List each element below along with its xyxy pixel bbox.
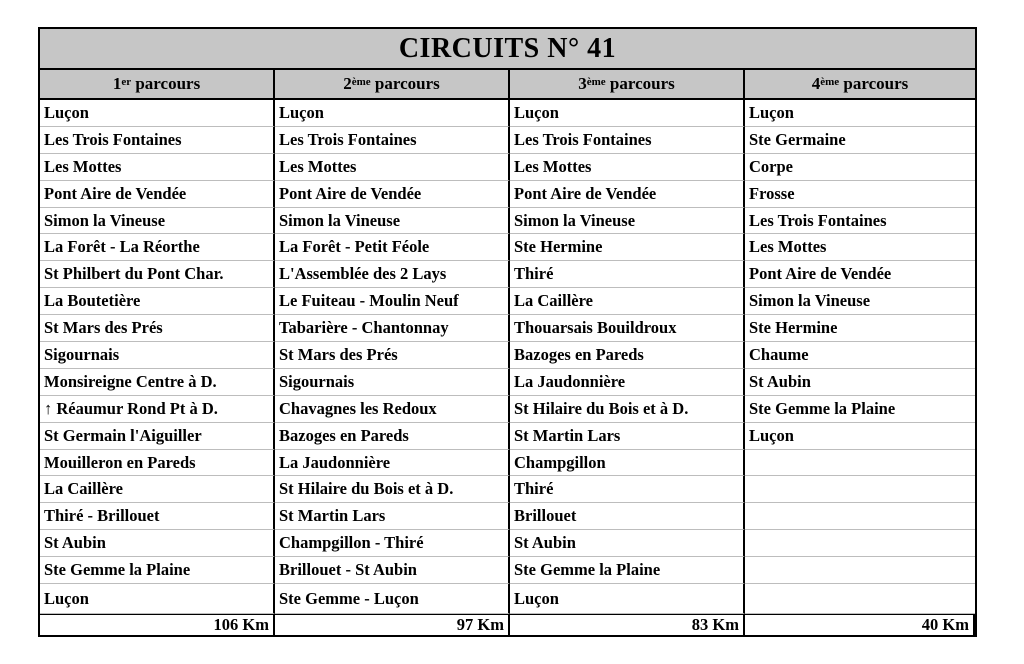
stop-cell: Luçon	[510, 584, 745, 614]
stop-cell: Thiré	[510, 476, 745, 503]
stop-cell: Sigournais	[40, 342, 275, 369]
header-suffix: ème	[351, 76, 371, 88]
stop-cell: Simon la Vineuse	[510, 208, 745, 235]
stop-cell: St Mars des Prés	[40, 315, 275, 342]
distance-total: 83 Km	[510, 614, 745, 635]
header-suffix: ème	[586, 76, 606, 88]
header-number: 3	[578, 74, 587, 93]
stop-cell: Luçon	[275, 100, 510, 127]
stop-cell: Chaume	[745, 342, 975, 369]
stop-cell: Les Mottes	[510, 154, 745, 181]
stop-cell	[745, 530, 975, 557]
stop-cell: Les Mottes	[275, 154, 510, 181]
stop-cell: St Aubin	[745, 369, 975, 396]
circuits-table	[38, 27, 977, 637]
header-label: parcours	[839, 74, 909, 93]
table-title: CIRCUITS N° 41	[40, 29, 975, 70]
stop-cell: Les Trois Fontaines	[40, 127, 275, 154]
stop-cell: La Forêt - La Réorthe	[40, 234, 275, 261]
stop-cell: Le Fuiteau - Moulin Neuf	[275, 288, 510, 315]
stop-cell: Mouilleron en Pareds	[40, 450, 275, 477]
stop-cell: Ste Gemme la Plaine	[745, 396, 975, 423]
stop-cell: Pont Aire de Vendée	[40, 181, 275, 208]
stop-cell: Ste Gemme la Plaine	[40, 557, 275, 584]
stop-cell: Champgillon	[510, 450, 745, 477]
stop-cell: ↑ Réaumur Rond Pt à D.	[40, 396, 275, 423]
stop-cell: Chavagnes les Redoux	[275, 396, 510, 423]
stop-cell: La Jaudonnière	[275, 450, 510, 477]
stop-cell: L'Assemblée des 2 Lays	[275, 261, 510, 288]
distance-total: 97 Km	[275, 614, 510, 635]
stop-cell: Luçon	[510, 100, 745, 127]
stop-cell: Sigournais	[275, 369, 510, 396]
header-suffix: ème	[820, 76, 840, 88]
stop-cell: Les Trois Fontaines	[275, 127, 510, 154]
stop-cell: Bazoges en Pareds	[510, 342, 745, 369]
header-number: 2	[343, 74, 352, 93]
stop-cell: St Hilaire du Bois et à D.	[275, 476, 510, 503]
stop-cell: Tabarière - Chantonnay	[275, 315, 510, 342]
stop-cell	[745, 503, 975, 530]
stop-cell: Brillouet	[510, 503, 745, 530]
header-label: parcours	[605, 74, 675, 93]
stop-cell: Les Mottes	[40, 154, 275, 181]
stop-cell: Pont Aire de Vendée	[510, 181, 745, 208]
stop-cell	[745, 584, 975, 614]
header-number: 1	[112, 74, 122, 93]
header-number: 4	[811, 74, 821, 93]
stop-cell: Frosse	[745, 181, 975, 208]
stop-cell: Luçon	[40, 100, 275, 127]
stop-cell	[745, 557, 975, 584]
stop-cell: Ste Hermine	[745, 315, 975, 342]
stop-cell: Simon la Vineuse	[275, 208, 510, 235]
stop-cell: La Boutetière	[40, 288, 275, 315]
stop-cell: Simon la Vineuse	[745, 288, 975, 315]
header-suffix: er	[121, 76, 132, 88]
stop-cell: St Germain l'Aiguiller	[40, 423, 275, 450]
stop-cell: Ste Germaine	[745, 127, 975, 154]
stop-cell: Ste Hermine	[510, 234, 745, 261]
stop-cell: Ste Gemme la Plaine	[510, 557, 745, 584]
header-label: parcours	[370, 74, 440, 93]
stop-cell: St Philbert du Pont Char.	[40, 261, 275, 288]
stop-cell: St Hilaire du Bois et à D.	[510, 396, 745, 423]
stop-cell: Champgillon - Thiré	[275, 530, 510, 557]
column-header	[745, 70, 975, 100]
stop-cell: La Caillère	[40, 476, 275, 503]
stop-cell: Ste Gemme - Luçon	[275, 584, 510, 614]
stop-cell: St Martin Lars	[510, 423, 745, 450]
stop-cell: Luçon	[745, 100, 975, 127]
stop-cell: Les Mottes	[745, 234, 975, 261]
column-header	[275, 70, 510, 100]
stop-cell: Luçon	[40, 584, 275, 614]
stop-cell: St Aubin	[510, 530, 745, 557]
column-header	[510, 70, 745, 100]
stop-cell: Thouarsais Bouildroux	[510, 315, 745, 342]
stop-cell: La Jaudonnière	[510, 369, 745, 396]
stop-cell: St Martin Lars	[275, 503, 510, 530]
column-header	[40, 70, 275, 100]
stop-cell	[745, 450, 975, 477]
distance-total: 40 Km	[745, 614, 975, 635]
stop-cell: Thiré	[510, 261, 745, 288]
stop-cell: Thiré - Brillouet	[40, 503, 275, 530]
stop-cell: Pont Aire de Vendée	[275, 181, 510, 208]
stop-cell: Pont Aire de Vendée	[745, 261, 975, 288]
stop-cell: Monsireigne Centre à D.	[40, 369, 275, 396]
stop-cell: Corpe	[745, 154, 975, 181]
distance-total: 106 Km	[40, 614, 275, 635]
stop-cell: Simon la Vineuse	[40, 208, 275, 235]
stop-cell: St Mars des Prés	[275, 342, 510, 369]
stop-cell: Les Trois Fontaines	[510, 127, 745, 154]
stop-cell: St Aubin	[40, 530, 275, 557]
header-label: parcours	[131, 74, 201, 93]
stop-cell: La Forêt - Petit Féole	[275, 234, 510, 261]
stop-cell: Les Trois Fontaines	[745, 208, 975, 235]
stop-cell	[745, 476, 975, 503]
stop-cell: Bazoges en Pareds	[275, 423, 510, 450]
stop-cell: Luçon	[745, 423, 975, 450]
stop-cell: Brillouet - St Aubin	[275, 557, 510, 584]
stop-cell: La Caillère	[510, 288, 745, 315]
